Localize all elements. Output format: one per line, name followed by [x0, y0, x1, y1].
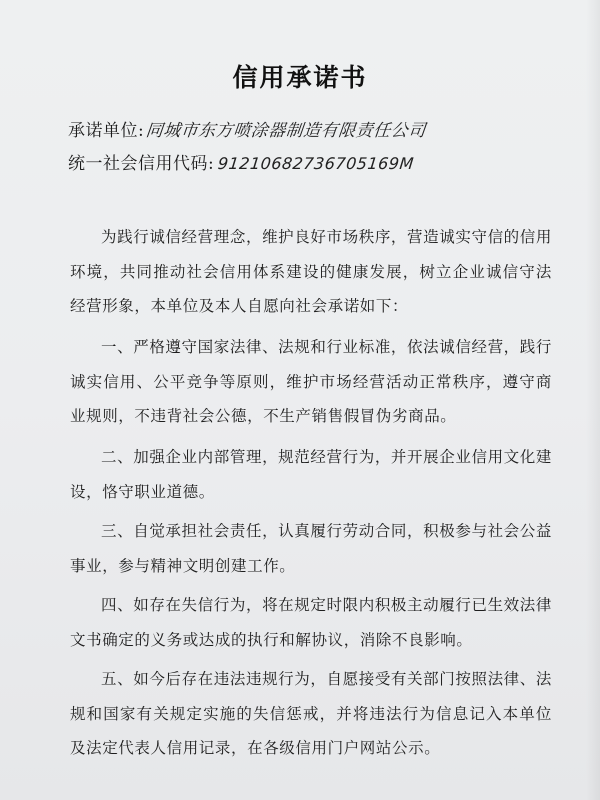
page-edge-shadow: [586, 0, 600, 800]
document-title: 信用承诺书: [232, 63, 368, 92]
commitment-unit-label: 承诺单位:: [68, 121, 145, 141]
intro-paragraph: 为践行诚信经营理念，维护良好市场秩序，营造诚实守信的信用环境，共同推动社会信用体系建设的健康发展，树立企业诚信守法经营形象，本单位及本人自愿向社会承诺如下：: [70, 228, 552, 315]
commitment-unit-value: 同城市东方喷涂器制造有限责任公司: [144, 121, 428, 141]
commitment-item-1: 一、严格遵守国家法律、法规和行业标准，依法诚信经营，践行诚实信用、公平竞争等原则，维护市场经营活动正常秩序，遵守商业规则，不违背社会公德，不生产销售假冒伪劣商品。: [70, 338, 552, 425]
commitment-item-5: 五、如今后存在违法违规行为，自愿接受有关部门按照法律、法规和国家有关规定实施的失信惩戒，并将违法行为信息记入本单位及法定代表人信用记录，在各级信用门户网站公示。: [70, 670, 552, 757]
commitment-unit-row: [68, 116, 426, 141]
credit-code-value: 91210682736705169M: [217, 154, 416, 173]
commitment-item-2: 二、加强企业内部管理，规范经营行为，并开展企业信用文化建设，恪守职业道德。: [70, 448, 552, 501]
commitment-item-3: 三、自觉承担社会责任，认真履行劳动合同，积极参与社会公益事业，参与精神文明创建工作。: [70, 522, 552, 575]
commitment-item-4: 四、如存在失信行为，将在规定时限内积极主动履行已生效法律文书确定的义务或达成的执行和解协议，消除不良影响。: [70, 596, 552, 649]
credit-code-row: [68, 149, 414, 174]
credit-code-label: 统一社会信用代码:: [68, 154, 215, 174]
